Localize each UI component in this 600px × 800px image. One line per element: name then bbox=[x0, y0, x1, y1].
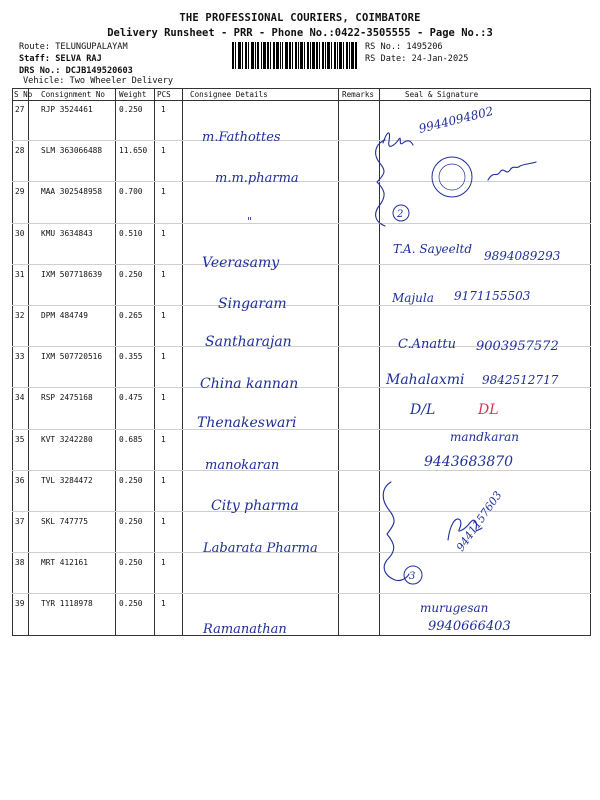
consignee-hand-30: Veerasamy bbox=[202, 255, 280, 271]
row-weight: 0.355 bbox=[119, 352, 143, 362]
row-consignment-no: TYR 1118978 bbox=[41, 599, 93, 609]
signature-32-phone: 9003957572 bbox=[476, 339, 559, 354]
consignee-hand-27: m.Fathottes bbox=[202, 130, 281, 145]
consignee-hand-35: manokaran bbox=[205, 458, 280, 473]
row-weight: 0.250 bbox=[119, 517, 143, 526]
consignee-hand-34: Thenakeswari bbox=[197, 415, 297, 431]
signature-35-phone: 9443683870 bbox=[424, 454, 514, 470]
col-header-weight: Weight bbox=[119, 90, 147, 99]
row-sno: 34 bbox=[15, 393, 25, 403]
row-sno: 29 bbox=[15, 187, 25, 197]
row-consignment-no: DPM 484749 bbox=[41, 311, 88, 320]
signature-34-dl: D/L bbox=[410, 402, 436, 418]
row-weight: 0.510 bbox=[119, 228, 143, 238]
drs-number: DRS No.: DCJB149520603 bbox=[19, 66, 133, 76]
col-header-consignee: Consignee Details bbox=[190, 90, 268, 99]
row-consignment-no: MRT 412161 bbox=[41, 558, 88, 568]
row-consignment-no: KMU 3634843 bbox=[41, 228, 93, 238]
row-pcs: 1 bbox=[161, 311, 166, 320]
row-consignment-no: RJP 3524461 bbox=[41, 105, 93, 114]
row-sno: 30 bbox=[15, 228, 25, 238]
row-consignment-no: TVL 3284472 bbox=[41, 475, 93, 485]
signature-35-name: mandkaran bbox=[450, 430, 519, 444]
col-header-remarks: Remarks bbox=[342, 90, 375, 99]
rs-date: RS Date: 24-Jan-2025 bbox=[365, 54, 469, 64]
row-sno: 32 bbox=[15, 311, 25, 320]
row-weight: 0.250 bbox=[119, 475, 143, 485]
bracket-rows-27-29 bbox=[376, 140, 385, 226]
signature-34-dl-red: DL bbox=[478, 402, 499, 418]
row-pcs: 1 bbox=[161, 187, 166, 197]
row-sno: 27 bbox=[15, 105, 25, 114]
row-pcs: 1 bbox=[161, 517, 166, 526]
row-sno: 33 bbox=[15, 352, 25, 362]
bracket-count-1: 2 bbox=[397, 209, 404, 220]
row-consignment-no: SKL 747775 bbox=[41, 517, 88, 526]
row-pcs: 1 bbox=[161, 105, 166, 114]
row-pcs: 1 bbox=[161, 434, 166, 444]
row-consignment-no: RSP 2475168 bbox=[41, 393, 93, 403]
row-sno: 36 bbox=[15, 475, 25, 485]
row-pcs: 1 bbox=[161, 146, 166, 156]
signature-33-name: Mahalaxmi bbox=[386, 372, 465, 388]
col-header-sno: S No bbox=[14, 90, 33, 99]
signature-31-phone: 9171155503 bbox=[454, 289, 531, 303]
row-consignment-no: SLM 363066488 bbox=[41, 146, 103, 156]
signature-39-phone: 9940666403 bbox=[428, 619, 511, 634]
row-weight: 0.250 bbox=[119, 105, 143, 114]
row-pcs: 1 bbox=[161, 599, 166, 609]
signature-31-name: Majula bbox=[392, 291, 434, 305]
runsheet-subtitle: Delivery Runsheet - PRR - Phone No.:0422-3505555 - Page No.:3 bbox=[107, 27, 493, 39]
consignee-hand-29: " bbox=[247, 215, 253, 228]
consignee-hand-39: Ramanathan bbox=[203, 622, 287, 637]
seal-stamp bbox=[432, 157, 472, 197]
signature-39-name: murugesan bbox=[420, 601, 489, 615]
col-header-consignment: Consignment No bbox=[41, 90, 106, 99]
row-sno: 35 bbox=[15, 434, 25, 444]
row-weight: 11.650 bbox=[119, 146, 148, 156]
route-text: Route: TELUNGUPALAYAM bbox=[19, 42, 128, 52]
company-title: THE PROFESSIONAL COURIERS, COIMBATORE bbox=[179, 12, 421, 24]
row-consignment-no: MAA 302548958 bbox=[41, 187, 103, 197]
row-pcs: 1 bbox=[161, 558, 166, 568]
row-weight: 0.265 bbox=[119, 311, 143, 320]
staff-text: Staff: SELVA RAJ bbox=[19, 54, 102, 64]
row-pcs: 1 bbox=[161, 269, 166, 279]
row-sno: 38 bbox=[15, 558, 25, 568]
consignee-hand-32: Santharajan bbox=[205, 334, 292, 350]
consignee-hand-28: m.m.pharma bbox=[215, 171, 299, 186]
signature-30-name: T.A. Sayeeltd bbox=[393, 242, 473, 256]
row-sno: 28 bbox=[15, 146, 25, 156]
row-pcs: 1 bbox=[161, 475, 166, 485]
signature-27-phone: 9944094802 bbox=[417, 103, 495, 136]
consignee-hand-33: China kannan bbox=[200, 376, 299, 392]
row-consignment-no: IXM 507720516 bbox=[41, 352, 103, 362]
bracket-count-2: 3 bbox=[409, 571, 416, 582]
consignee-hand-37: Labarata Pharma bbox=[203, 541, 318, 556]
row-weight: 0.250 bbox=[119, 269, 143, 279]
row-weight: 0.250 bbox=[119, 599, 143, 609]
consignee-hand-36: City pharma bbox=[211, 498, 299, 514]
row-pcs: 1 bbox=[161, 352, 166, 362]
row-weight: 0.700 bbox=[119, 187, 143, 197]
row-weight: 0.685 bbox=[119, 434, 143, 444]
signature-33-phone: 9842512717 bbox=[482, 373, 559, 387]
row-weight: 0.250 bbox=[119, 558, 143, 568]
seal-stamp-inner bbox=[439, 164, 465, 190]
signature-36-phone: 9441157603 bbox=[453, 488, 505, 554]
row-sno: 31 bbox=[15, 269, 25, 279]
row-sno: 39 bbox=[15, 599, 25, 609]
col-header-pcs: PCS bbox=[157, 90, 171, 99]
consignee-hand-31: Singaram bbox=[218, 296, 287, 312]
signature-32-name: C.Anattu bbox=[398, 337, 456, 352]
row-pcs: 1 bbox=[161, 228, 166, 238]
row-weight: 0.475 bbox=[119, 393, 143, 403]
row-consignment-no: IXM 507718639 bbox=[41, 269, 103, 279]
rs-number: RS No.: 1495206 bbox=[365, 42, 443, 52]
col-header-signature: Seal & Signature bbox=[405, 90, 479, 99]
row-sno: 37 bbox=[15, 517, 25, 526]
signature-30-phone: 9894089293 bbox=[484, 249, 561, 263]
signature-scribble-28 bbox=[488, 162, 536, 180]
bracket-rows-36-38 bbox=[383, 482, 409, 581]
signature-scribble-27 bbox=[383, 133, 413, 146]
row-consignment-no: KVT 3242280 bbox=[41, 434, 93, 444]
vehicle-text: Vehicle: Two Wheeler Delivery bbox=[23, 76, 174, 86]
row-pcs: 1 bbox=[161, 393, 166, 403]
